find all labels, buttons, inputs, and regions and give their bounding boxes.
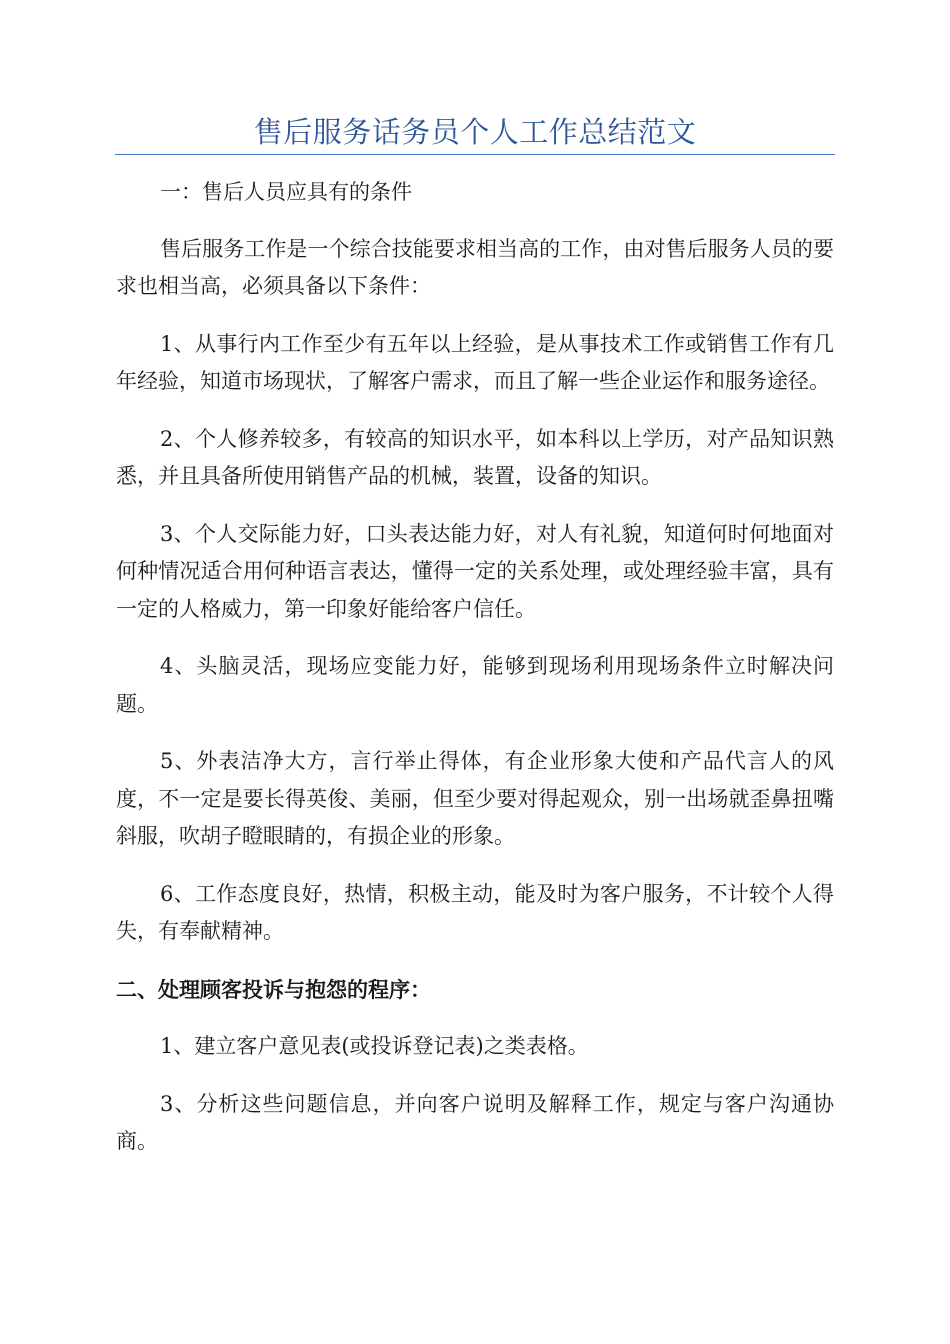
body-paragraph: 售后服务工作是一个综合技能要求相当高的工作，由对售后服务人员的要求也相当高，必须具备以下条件： (116, 236, 834, 298)
list-item-paragraph: 1、建立客户意见表(或投诉登记表)之类表格。 (160, 1034, 589, 1058)
list-item-paragraph: 1、从事行内工作至少有五年以上经验，是从事技术工作或销售工作有几年经验，知道市场现状，了解客户需求，而且了解一些企业运作和服务途径。 (116, 331, 834, 393)
section-heading-2: 二、处理顾客投诉与抱怨的程序： (116, 976, 431, 1002)
list-item-paragraph: 5、外表洁净大方，言行举止得体，有企业形象大使和产品代言人的风度，不一定是要长得英俊、美丽，但至少要对得起观众，别一出场就歪鼻扭嘴斜服，吹胡子瞪眼睛的，有损企业的形象。 (116, 749, 834, 848)
section-heading-1: 一：售后人员应具有的条件 (160, 180, 412, 204)
list-item-paragraph: 4、头脑灵活，现场应变能力好，能够到现场利用现场条件立时解决问题。 (116, 654, 834, 716)
list-item-paragraph: 3、个人交际能力好，口头表达能力好，对人有礼貌，知道何时何地面对何种情况适合用何种语言表达，懂得一定的关系处理，或处理经验丰富，具有一定的人格威力，第一印象好能给客户信任。 (116, 521, 834, 621)
list-item-paragraph: 6、工作态度良好，热情，积极主动，能及时为客户服务，不计较个人得失，有奉献精神。 (116, 881, 834, 943)
list-item-paragraph: 2、个人修养较多，有较高的知识水平，如本科以上学历，对产品知识熟悉，并且具备所使用销售产品的机械，装置，设备的知识。 (116, 426, 834, 488)
list-item-paragraph: 3、分析这些问题信息，并向客户说明及解释工作，规定与客户沟通协商。 (116, 1091, 834, 1153)
document-title: 售后服务话务员个人工作总结范文 (253, 115, 697, 149)
title-underline (115, 154, 835, 155)
document-body (116, 170, 834, 1161)
